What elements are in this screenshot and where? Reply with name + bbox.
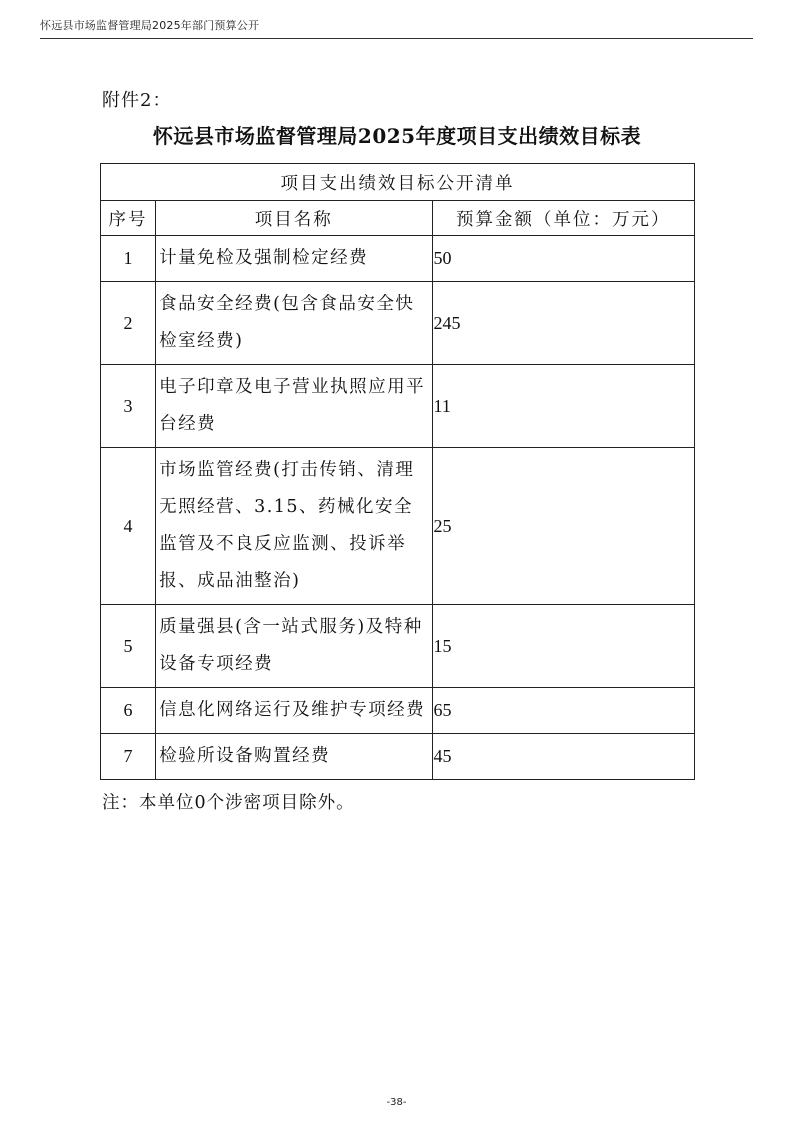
project-expenditure-table <box>100 163 695 780</box>
project-name: 检验所设备购置经费 <box>156 734 432 780</box>
column-header-no: 序号 <box>101 201 156 236</box>
project-name: 信息化网络运行及维护专项经费 <box>156 688 432 734</box>
header-divider <box>40 38 753 39</box>
project-name: 食品安全经费(包含食品安全快检室经费) <box>156 282 432 365</box>
row-number: 3 <box>101 365 156 448</box>
table-row <box>101 448 695 605</box>
project-name: 市场监管经费(打击传销、清理无照经营、3.15、药械化安全监管及不良反应监测、投诉举报、成品油整治) <box>156 448 432 605</box>
project-name: 质量强县(含一站式服务)及特种设备专项经费 <box>156 605 432 688</box>
row-number: 6 <box>101 688 156 734</box>
budget-amount: 245 <box>432 282 694 365</box>
row-number: 1 <box>101 236 156 282</box>
row-number: 5 <box>101 605 156 688</box>
running-header: 怀远县市场监督管理局2025年部门预算公开 <box>40 19 260 32</box>
table-row <box>101 365 695 448</box>
project-name: 计量免检及强制检定经费 <box>156 236 432 282</box>
budget-amount: 25 <box>432 448 694 605</box>
table-row <box>101 605 695 688</box>
table-row <box>101 236 695 282</box>
table-row <box>101 734 695 780</box>
row-number: 2 <box>101 282 156 365</box>
table-caption: 项目支出绩效目标公开清单 <box>101 164 695 201</box>
project-name: 电子印章及电子营业执照应用平台经费 <box>156 365 432 448</box>
budget-amount: 45 <box>432 734 694 780</box>
table-row <box>101 282 695 365</box>
page-number: -38- <box>386 1097 407 1108</box>
column-header-name: 项目名称 <box>156 201 432 236</box>
budget-amount: 65 <box>432 688 694 734</box>
row-number: 7 <box>101 734 156 780</box>
document-title: 怀远县市场监督管理局2025年度项目支出绩效目标表 <box>152 124 642 148</box>
table-header-row <box>101 201 695 236</box>
budget-amount: 50 <box>432 236 694 282</box>
column-header-amount: 预算金额（单位：万元） <box>432 201 694 236</box>
budget-amount: 11 <box>432 365 694 448</box>
budget-amount: 15 <box>432 605 694 688</box>
attachment-label: 附件2： <box>102 90 172 111</box>
row-number: 4 <box>101 448 156 605</box>
table-row <box>101 688 695 734</box>
table-caption-row <box>101 164 695 201</box>
table-footnote: 注：本单位0个涉密项目除外。 <box>102 793 355 813</box>
